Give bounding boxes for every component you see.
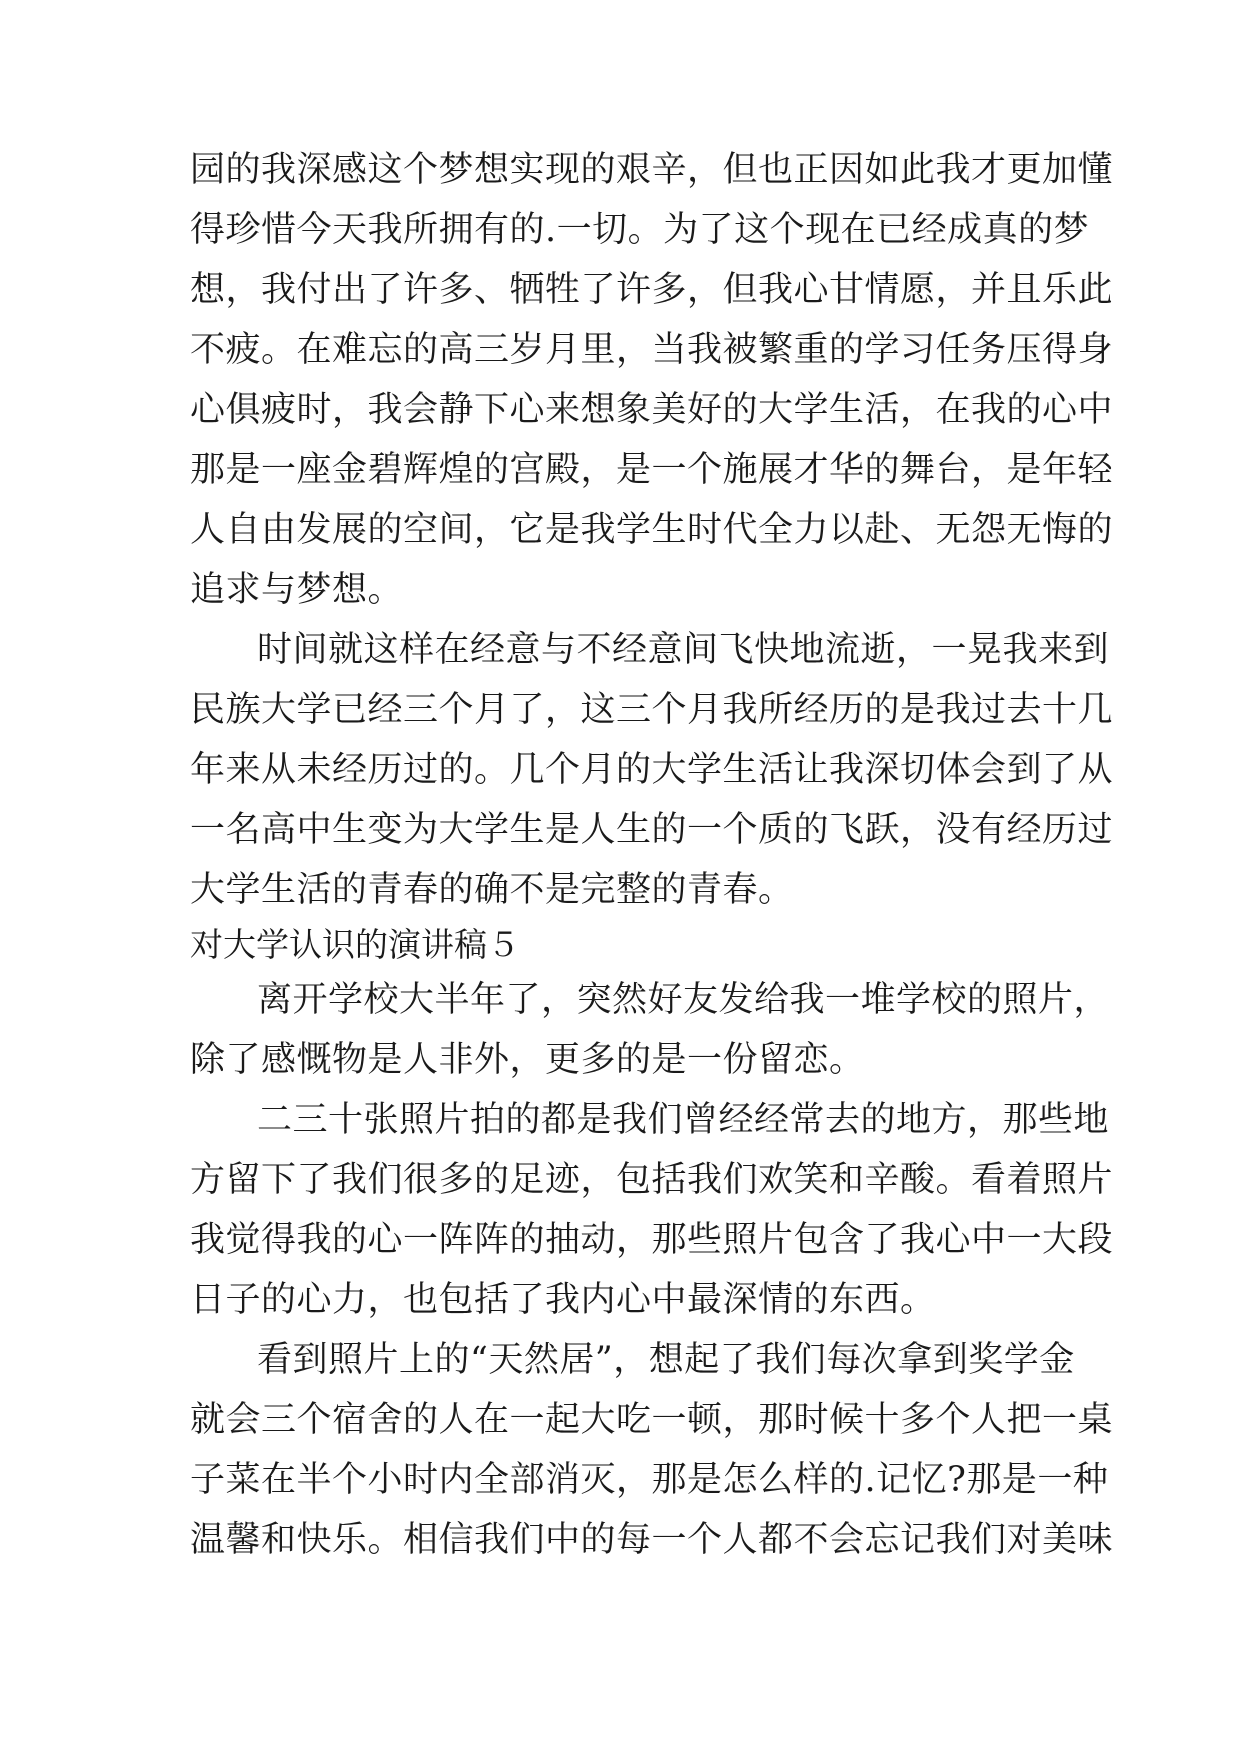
text-line: 温馨和快乐。相信我们中的每一个人都不会忘记我们对美味 <box>190 1520 1114 1560</box>
text-line: 得珍惜今天我所拥有的.一切。为了这个现在已经成真的梦 <box>190 210 1090 250</box>
text-line: 人自由发展的空间，它是我学生时代全力以赴、无怨无悔的 <box>190 510 1114 550</box>
text-line: 追求与梦想。 <box>190 570 404 610</box>
text-line: 心俱疲时，我会静下心来想象美好的大学生活，在我的心中 <box>190 390 1114 430</box>
text-line: 不疲。在难忘的高三岁月里，当我被繁重的学习任务压得身 <box>190 330 1114 370</box>
paragraph-first-line: 二三十张照片拍的都是我们曾经经常去的地方，那些地 <box>257 1100 1110 1140</box>
text-line: 日子的心力，也包括了我内心中最深情的东西。 <box>190 1280 936 1320</box>
text-line: 就会三个宿舍的人在一起大吃一顿，那时候十多个人把一桌 <box>190 1400 1114 1440</box>
text-line: 一名高中生变为大学生是人生的一个质的飞跃，没有经历过 <box>190 810 1114 850</box>
text-line: 大学生活的青春的确不是完整的青春。 <box>190 870 794 910</box>
text-line: 那是一座金碧辉煌的宫殿，是一个施展才华的舞台，是年轻 <box>190 450 1114 490</box>
paragraph-first-line: 看到照片上的“天然居”，想起了我们每次拿到奖学金 <box>257 1340 1075 1380</box>
text-line: 除了感慨物是人非外，更多的是一份留恋。 <box>190 1040 865 1080</box>
text-line: 园的我深感这个梦想实现的艰辛，但也正因如此我才更加懂 <box>190 150 1114 190</box>
text-line: 年来从未经历过的。几个月的大学生活让我深切体会到了从 <box>190 750 1114 790</box>
paragraph-first-line: 时间就这样在经意与不经意间飞快地流逝，一晃我来到 <box>257 630 1110 670</box>
section-heading: 对大学认识的演讲稿５ <box>190 925 520 964</box>
text-line: 我觉得我的心一阵阵的抽动，那些照片包含了我心中一大段 <box>190 1220 1114 1260</box>
paragraph-first-line: 离开学校大半年了，突然好友发给我一堆学校的照片， <box>257 980 1110 1020</box>
text-line: 方留下了我们很多的足迹，包括我们欢笑和辛酸。看着照片 <box>190 1160 1114 1200</box>
text-line: 子菜在半个小时内全部消灭，那是怎么样的.记忆?那是一种 <box>190 1460 1109 1500</box>
text-line: 民族大学已经三个月了，这三个月我所经历的是我过去十几 <box>190 690 1114 730</box>
text-line: 想，我付出了许多、牺牲了许多，但我心甘情愿，并且乐此 <box>190 270 1114 310</box>
